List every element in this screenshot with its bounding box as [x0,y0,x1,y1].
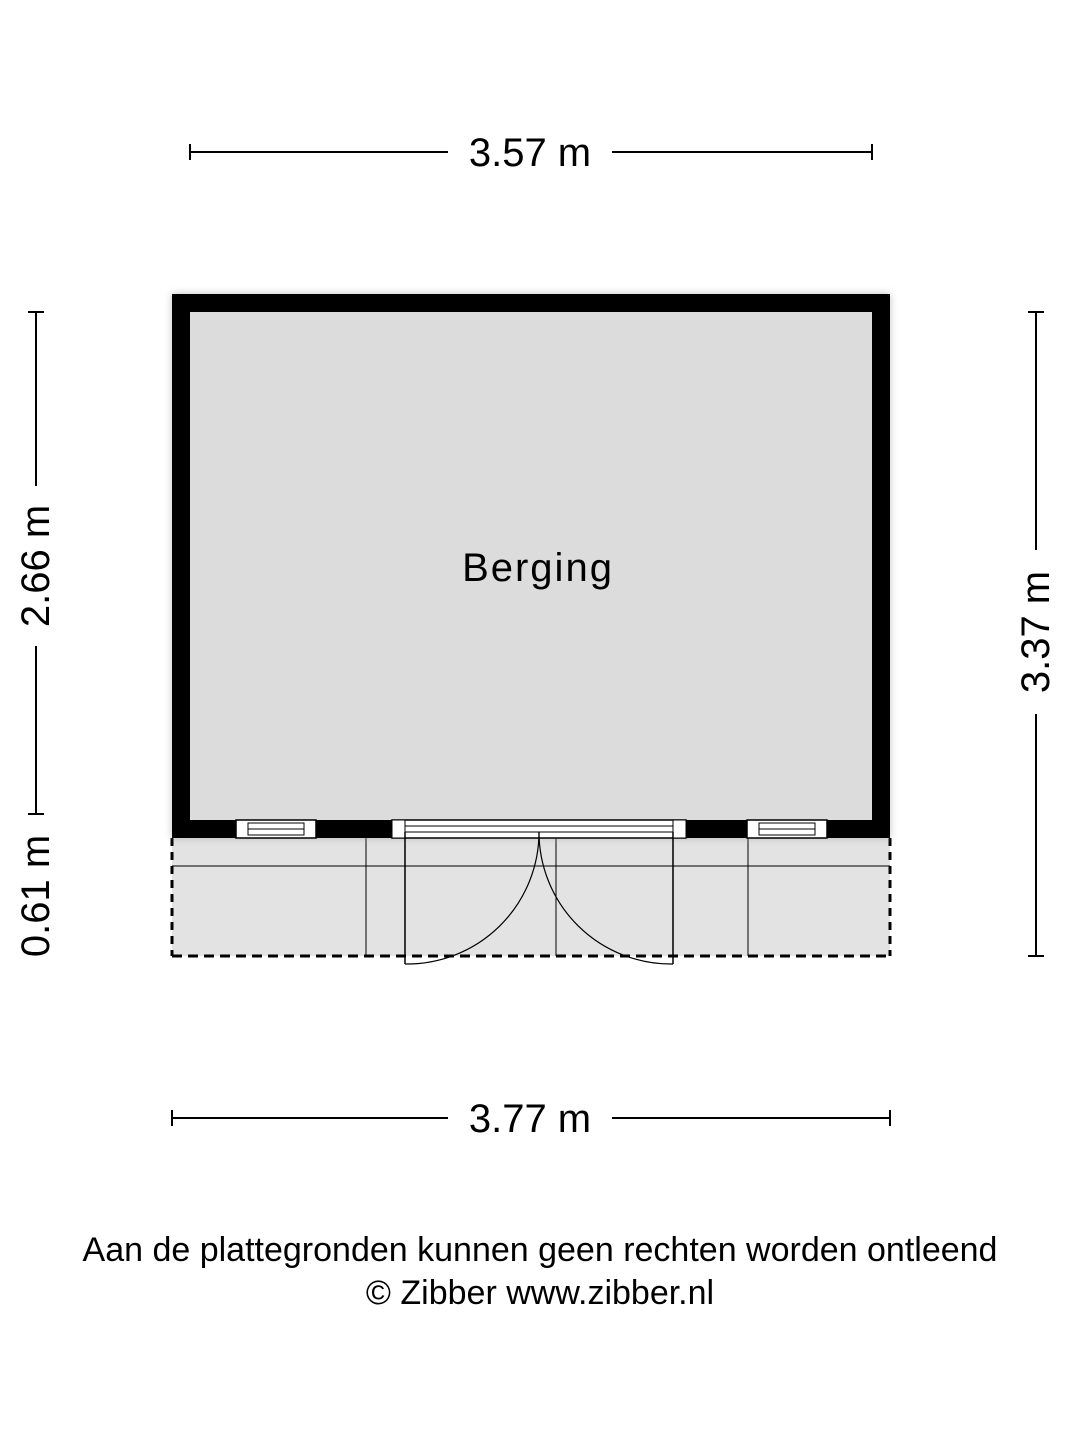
room-label: Berging [462,546,614,590]
window-left [236,820,316,838]
window-right [747,820,827,838]
right-depth-label: 3.37 m [1014,570,1058,694]
top-dimension [190,131,872,175]
porch-area [172,838,890,956]
left-lower-depth-label: 0.61 m [14,834,58,958]
left-dimension [14,312,58,957]
copyright-credit: © Zibber www.zibber.nl [365,1274,715,1312]
left-upper-depth-label: 2.66 m [14,504,58,628]
right-dimension [1014,312,1058,956]
disclaimer-text: Aan de plattegronden kunnen geen rechten worden ontleend [82,1231,998,1269]
bottom-dimension [172,1097,890,1141]
top-width-label: 3.57 m [468,131,592,175]
bottom-width-label: 3.77 m [468,1097,592,1141]
